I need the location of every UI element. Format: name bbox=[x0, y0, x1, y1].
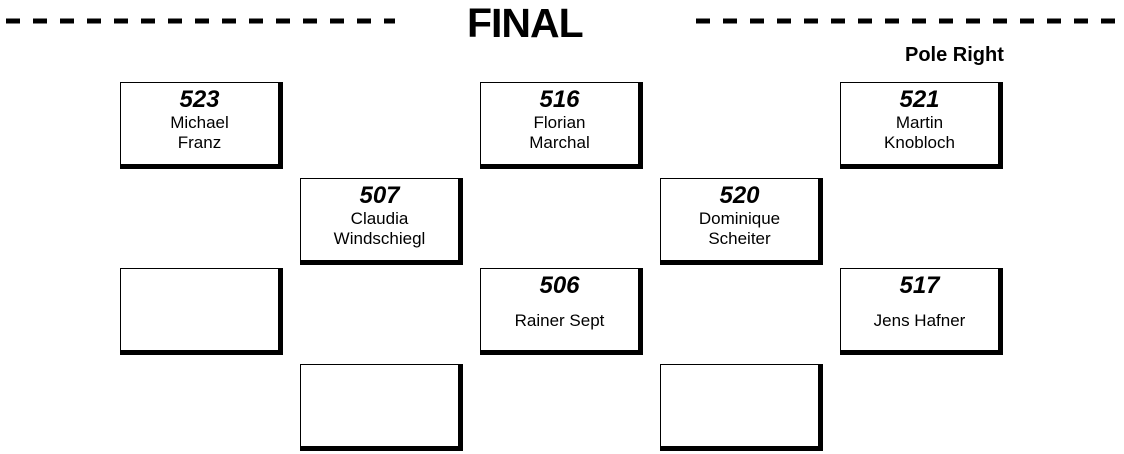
competitor-first-name: Florian bbox=[533, 113, 586, 132]
competitor-box-empty bbox=[300, 364, 463, 451]
competitor-first-name: Martin bbox=[895, 113, 944, 132]
competitor-last-name: Franz bbox=[177, 133, 222, 152]
pole-label: Pole Right bbox=[905, 44, 1004, 66]
competitor-box bbox=[840, 268, 1003, 355]
competitor-number: 517 bbox=[899, 272, 940, 299]
competitor-box bbox=[660, 178, 823, 265]
competitor-last-name: Windschiegl bbox=[333, 229, 426, 248]
competitor-first-name: Claudia bbox=[350, 209, 409, 228]
competitor-box-empty bbox=[120, 268, 283, 355]
competitor-box bbox=[300, 178, 463, 265]
dashed-line-left bbox=[0, 11, 395, 31]
competitor-name: Rainer Sept bbox=[514, 311, 605, 330]
competitor-box bbox=[840, 82, 1003, 169]
competitor-name: Jens Hafner bbox=[873, 311, 966, 330]
competitor-last-name: Scheiter bbox=[708, 229, 771, 248]
competitor-box bbox=[480, 82, 643, 169]
competitor-number: 516 bbox=[539, 86, 580, 113]
competitor-number: 523 bbox=[179, 86, 220, 113]
competitor-number: 506 bbox=[539, 272, 580, 299]
page-title: FINAL bbox=[467, 0, 583, 46]
dashed-line-right bbox=[696, 11, 1124, 31]
competitor-last-name: Knobloch bbox=[884, 133, 955, 152]
competitor-box-empty bbox=[660, 364, 823, 451]
competitor-first-name: Michael bbox=[170, 113, 229, 132]
competitor-number: 507 bbox=[359, 182, 400, 209]
competitor-last-name: Marchal bbox=[529, 133, 590, 152]
competitor-first-name: Dominique bbox=[698, 209, 781, 228]
competitor-number: 520 bbox=[719, 182, 760, 209]
competitor-number: 521 bbox=[899, 86, 940, 113]
competitor-box bbox=[480, 268, 643, 355]
competitor-box bbox=[120, 82, 283, 169]
